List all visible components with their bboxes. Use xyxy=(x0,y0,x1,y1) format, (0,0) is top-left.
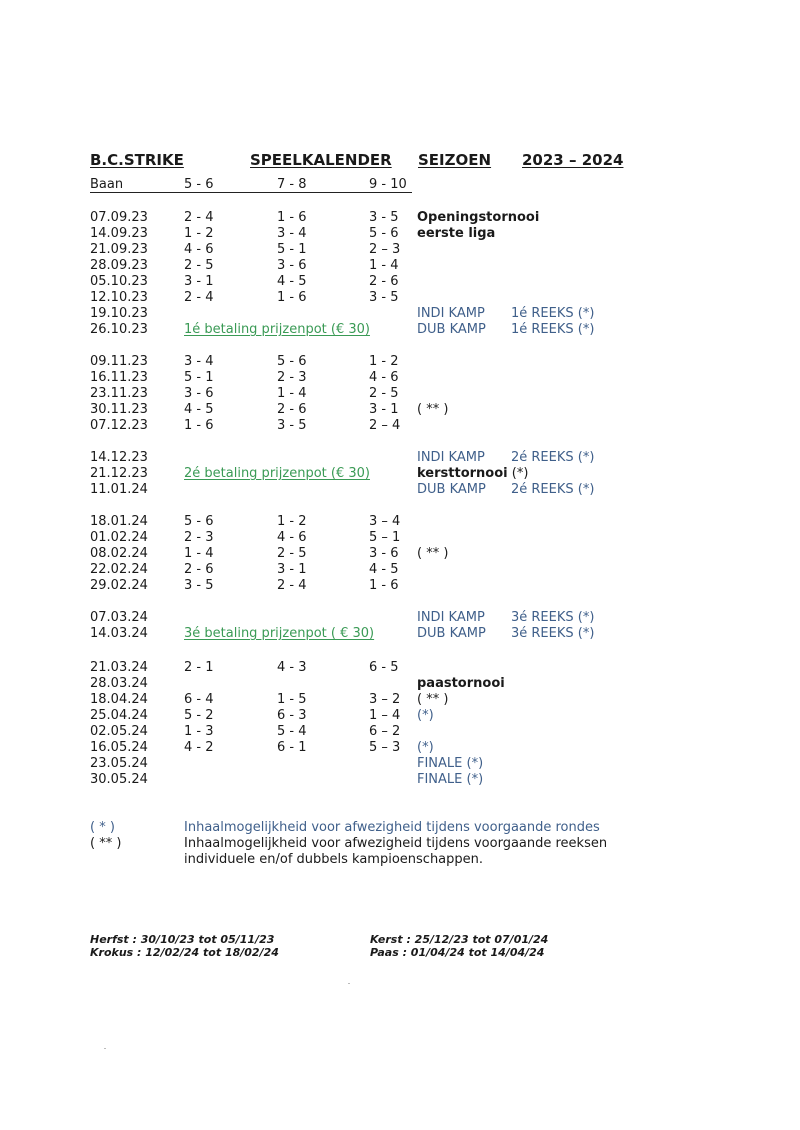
reeks-note: 2é REEKS (*) xyxy=(511,450,595,465)
row-date: 02.05.24 xyxy=(90,724,148,739)
match-lane-9-10: 5 – 3 xyxy=(369,740,401,755)
match-lane-5-6: 6 - 4 xyxy=(184,692,214,707)
row-date: 29.02.24 xyxy=(90,578,148,593)
match-lane-5-6: 2 - 3 xyxy=(184,530,214,545)
match-lane-9-10: 3 – 2 xyxy=(369,692,401,707)
match-lane-7-8: 3 - 4 xyxy=(277,226,307,241)
match-lane-5-6: 4 - 6 xyxy=(184,242,214,257)
schedule-row xyxy=(0,578,800,594)
holiday-paas: Paas : 01/04/24 tot 14/04/24 xyxy=(370,946,545,959)
row-note-suffix: (*) xyxy=(507,466,529,481)
match-lane-7-8: 5 - 4 xyxy=(277,724,307,739)
row-note xyxy=(417,610,485,625)
row-note xyxy=(417,626,486,641)
row-note-text: eerste liga xyxy=(417,226,496,241)
schedule-row xyxy=(0,226,800,242)
schedule-row xyxy=(0,258,800,274)
row-note xyxy=(417,740,434,755)
match-lane-9-10: 4 - 6 xyxy=(369,370,399,385)
row-date: 14.09.23 xyxy=(90,226,148,241)
row-date: 28.09.23 xyxy=(90,258,148,273)
scan-speck xyxy=(104,1048,106,1049)
schedule-row xyxy=(0,450,800,466)
match-lane-7-8: 6 - 1 xyxy=(277,740,307,755)
match-lane-7-8: 6 - 3 xyxy=(277,708,307,723)
row-note xyxy=(417,772,483,787)
payment-note: 2é betaling prijzenpot (€ 30) xyxy=(184,466,370,481)
match-lane-7-8: 2 - 4 xyxy=(277,578,307,593)
match-lane-9-10: 6 - 5 xyxy=(369,660,399,675)
row-date: 22.02.24 xyxy=(90,562,148,577)
holiday-kerst: Kerst : 25/12/23 tot 07/01/24 xyxy=(370,933,549,946)
match-lane-5-6: 2 - 1 xyxy=(184,660,214,675)
schedule-row xyxy=(0,418,800,434)
match-lane-7-8: 2 - 6 xyxy=(277,402,307,417)
row-note xyxy=(417,676,505,691)
schedule-row xyxy=(0,386,800,402)
schedule-row xyxy=(0,756,800,772)
row-date: 21.09.23 xyxy=(90,242,148,257)
match-lane-7-8: 3 - 5 xyxy=(277,418,307,433)
row-date: 14.03.24 xyxy=(90,626,148,641)
row-date: 26.10.23 xyxy=(90,322,148,337)
schedule-row xyxy=(0,724,800,740)
legend-symbol: ( * ) xyxy=(90,820,115,835)
legend-row xyxy=(0,820,800,836)
match-lane-5-6: 3 - 1 xyxy=(184,274,214,289)
schedule-row xyxy=(0,466,800,482)
row-date: 12.10.23 xyxy=(90,290,148,305)
match-lane-9-10: 3 - 5 xyxy=(369,210,399,225)
schedule-row xyxy=(0,708,800,724)
row-date: 07.03.24 xyxy=(90,610,148,625)
row-date: 08.02.24 xyxy=(90,546,148,561)
row-note xyxy=(417,708,434,723)
schedule-row xyxy=(0,610,800,626)
row-date: 18.01.24 xyxy=(90,514,148,529)
schedule-row xyxy=(0,660,800,676)
row-note xyxy=(417,210,539,225)
row-note xyxy=(417,402,448,417)
match-lane-5-6: 2 - 4 xyxy=(184,290,214,305)
match-lane-7-8: 1 - 6 xyxy=(277,290,307,305)
match-lane-9-10: 3 - 6 xyxy=(369,546,399,561)
reeks-note: 3é REEKS (*) xyxy=(511,626,595,641)
match-lane-5-6: 4 - 5 xyxy=(184,402,214,417)
row-date: 05.10.23 xyxy=(90,274,148,289)
match-lane-9-10: 1 - 6 xyxy=(369,578,399,593)
legend-symbol: ( ** ) xyxy=(90,836,122,851)
reeks-note: 3é REEKS (*) xyxy=(511,610,595,625)
match-lane-9-10: 4 - 5 xyxy=(369,562,399,577)
reeks-note: 1é REEKS (*) xyxy=(511,322,595,337)
legend-text: Inhaalmogelijkheid voor afwezigheid tijdens voorgaande reeksen xyxy=(184,836,608,851)
legend-row xyxy=(0,852,800,868)
schedule-row xyxy=(0,530,800,546)
row-note xyxy=(417,226,495,241)
match-lane-7-8: 3 - 1 xyxy=(277,562,307,577)
holiday-herfst: Herfst : 30/10/23 tot 05/11/23 xyxy=(90,933,275,946)
row-date: 07.09.23 xyxy=(90,210,148,225)
match-lane-7-8: 1 - 6 xyxy=(277,210,307,225)
match-lane-5-6: 2 - 4 xyxy=(184,210,214,225)
row-note-text: kersttornooi xyxy=(417,466,508,481)
match-lane-7-8: 2 - 5 xyxy=(277,546,307,561)
row-date: 14.12.23 xyxy=(90,450,148,465)
match-lane-9-10: 2 – 4 xyxy=(369,418,401,433)
row-date: 19.10.23 xyxy=(90,306,148,321)
schedule-row xyxy=(0,692,800,708)
row-note xyxy=(417,692,448,707)
row-date: 21.03.24 xyxy=(90,660,148,675)
match-lane-5-6: 1 - 6 xyxy=(184,418,214,433)
header-lane-7-8: 7 - 8 xyxy=(277,177,307,192)
schedule-row xyxy=(0,210,800,226)
row-date: 16.11.23 xyxy=(90,370,148,385)
row-note xyxy=(417,322,486,337)
payment-note: 3é betaling prijzenpot ( € 30) xyxy=(184,626,375,641)
row-note xyxy=(417,306,485,321)
match-lane-9-10: 3 - 1 xyxy=(369,402,399,417)
row-date: 30.05.24 xyxy=(90,772,148,787)
schedule-row xyxy=(0,402,800,418)
header-underline xyxy=(90,192,412,193)
holiday-krokus: Krokus : 12/02/24 tot 18/02/24 xyxy=(90,946,279,959)
schedule-row xyxy=(0,562,800,578)
row-note-text: paastornooi xyxy=(417,676,505,691)
match-lane-7-8: 5 - 6 xyxy=(277,354,307,369)
row-date: 01.02.24 xyxy=(90,530,148,545)
schedule-row xyxy=(0,354,800,370)
match-lane-9-10: 5 – 1 xyxy=(369,530,401,545)
scan-speck xyxy=(348,983,350,984)
schedule-row xyxy=(0,306,800,322)
row-note-text: DUB KAMP xyxy=(417,322,486,337)
row-note-text: ( ** ) xyxy=(417,692,449,707)
row-date: 23.11.23 xyxy=(90,386,148,401)
row-note-text: (*) xyxy=(417,708,434,723)
row-note-text: ( ** ) xyxy=(417,546,449,561)
row-date: 25.04.24 xyxy=(90,708,148,723)
row-note xyxy=(417,546,448,561)
match-lane-5-6: 5 - 2 xyxy=(184,708,214,723)
payment-note: 1é betaling prijzenpot (€ 30) xyxy=(184,322,370,337)
match-lane-7-8: 4 - 5 xyxy=(277,274,307,289)
match-lane-7-8: 4 - 6 xyxy=(277,530,307,545)
row-date: 16.05.24 xyxy=(90,740,148,755)
schedule-row xyxy=(0,242,800,258)
schedule-row xyxy=(0,626,800,642)
legend-text: individuele en/of dubbels kampioenschappen. xyxy=(184,852,484,867)
match-lane-9-10: 2 - 6 xyxy=(369,274,399,289)
match-lane-7-8: 2 - 3 xyxy=(277,370,307,385)
row-date: 09.11.23 xyxy=(90,354,148,369)
reeks-note: 1é REEKS (*) xyxy=(511,306,595,321)
row-note-text: ( ** ) xyxy=(417,402,449,417)
season-years: 2023 – 2024 xyxy=(522,151,624,169)
match-lane-9-10: 6 – 2 xyxy=(369,724,401,739)
schedule-row xyxy=(0,676,800,692)
row-note-text: DUB KAMP xyxy=(417,482,486,497)
row-note xyxy=(417,450,485,465)
match-lane-9-10: 3 – 4 xyxy=(369,514,401,529)
schedule-row xyxy=(0,740,800,756)
match-lane-5-6: 2 - 5 xyxy=(184,258,214,273)
row-note-text: DUB KAMP xyxy=(417,626,486,641)
schedule-row xyxy=(0,772,800,788)
match-lane-9-10: 5 - 6 xyxy=(369,226,399,241)
match-lane-5-6: 3 - 4 xyxy=(184,354,214,369)
match-lane-5-6: 1 - 3 xyxy=(184,724,214,739)
match-lane-5-6: 2 - 6 xyxy=(184,562,214,577)
row-date: 07.12.23 xyxy=(90,418,148,433)
row-date: 21.12.23 xyxy=(90,466,148,481)
row-date: 28.03.24 xyxy=(90,676,148,691)
match-lane-5-6: 1 - 4 xyxy=(184,546,214,561)
match-lane-7-8: 4 - 3 xyxy=(277,660,307,675)
match-lane-5-6: 5 - 6 xyxy=(184,514,214,529)
reeks-note: 2é REEKS (*) xyxy=(511,482,595,497)
row-date: 11.01.24 xyxy=(90,482,148,497)
match-lane-9-10: 1 - 4 xyxy=(369,258,399,273)
row-note-text: INDI KAMP xyxy=(417,450,485,465)
row-note-text: FINALE (*) xyxy=(417,772,484,787)
season-label: SEIZOEN xyxy=(418,151,492,169)
row-note xyxy=(417,482,486,497)
match-lane-9-10: 2 – 3 xyxy=(369,242,401,257)
calendar-label: SPEELKALENDER xyxy=(250,151,392,169)
row-note-text: FINALE (*) xyxy=(417,756,484,771)
match-lane-7-8: 1 - 5 xyxy=(277,692,307,707)
match-lane-7-8: 5 - 1 xyxy=(277,242,307,257)
schedule-row xyxy=(0,274,800,290)
match-lane-9-10: 1 - 2 xyxy=(369,354,399,369)
row-note xyxy=(417,756,483,771)
row-note xyxy=(417,466,528,481)
row-note-text: INDI KAMP xyxy=(417,610,485,625)
header-baan: Baan xyxy=(90,177,124,192)
header-lane-5-6: 5 - 6 xyxy=(184,177,214,192)
match-lane-9-10: 2 - 5 xyxy=(369,386,399,401)
schedule-row xyxy=(0,370,800,386)
match-lane-5-6: 3 - 5 xyxy=(184,578,214,593)
legend-row xyxy=(0,836,800,852)
schedule-row xyxy=(0,514,800,530)
match-lane-5-6: 3 - 6 xyxy=(184,386,214,401)
header-lane-9-10: 9 - 10 xyxy=(369,177,407,192)
schedule-row xyxy=(0,290,800,306)
row-note-text: Openingstornooi xyxy=(417,210,540,225)
match-lane-7-8: 3 - 6 xyxy=(277,258,307,273)
row-note-text: INDI KAMP xyxy=(417,306,485,321)
match-lane-7-8: 1 - 2 xyxy=(277,514,307,529)
row-date: 18.04.24 xyxy=(90,692,148,707)
club-name: B.C.STRIKE xyxy=(90,151,184,169)
row-date: 30.11.23 xyxy=(90,402,148,417)
match-lane-9-10: 1 – 4 xyxy=(369,708,401,723)
schedule-row xyxy=(0,482,800,498)
schedule-row xyxy=(0,546,800,562)
schedule-row xyxy=(0,322,800,338)
match-lane-5-6: 1 - 2 xyxy=(184,226,214,241)
match-lane-5-6: 5 - 1 xyxy=(184,370,214,385)
match-lane-7-8: 1 - 4 xyxy=(277,386,307,401)
row-date: 23.05.24 xyxy=(90,756,148,771)
legend-text: Inhaalmogelijkheid voor afwezigheid tijdens voorgaande rondes xyxy=(184,820,600,835)
match-lane-5-6: 4 - 2 xyxy=(184,740,214,755)
match-lane-9-10: 3 - 5 xyxy=(369,290,399,305)
row-note-text: (*) xyxy=(417,740,434,755)
